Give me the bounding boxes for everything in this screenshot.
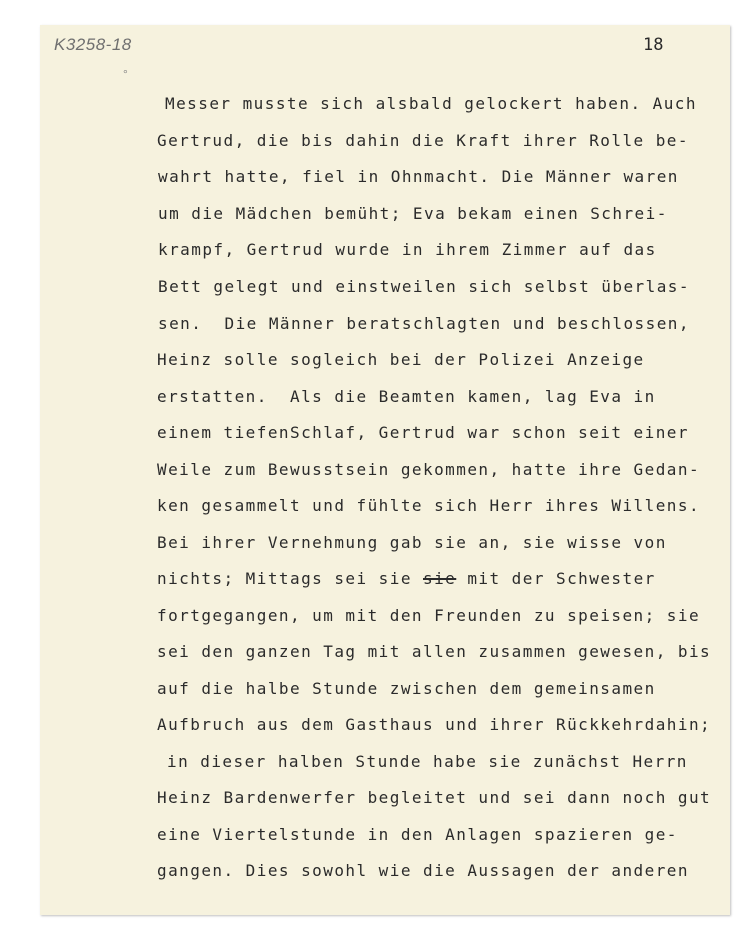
- text-line-with-strikethrough: [157, 570, 656, 588]
- text-line: eine Viertelstunde in den Anlagen spazieren ge-: [157, 825, 678, 844]
- text-line: Gertrud, die bis dahin die Kraft ihrer Rolle be-: [157, 131, 689, 150]
- text-line: Aufbruch aus dem Gasthaus und ihrer Rückkehrdahin;: [157, 715, 712, 734]
- text-line: um die Mädchen bemüht; Eva bekam einen Schrei-: [158, 204, 668, 223]
- typewritten-page: [40, 25, 730, 915]
- text-line: erstatten. Als die Beamten kamen, lag Eva in: [157, 387, 656, 406]
- text-line: Bett gelegt und einstweilen sich selbst überlas-: [158, 277, 690, 296]
- page-number: 18: [643, 35, 664, 55]
- text-line: ken gesammelt und fühlte sich Herr ihres Willens.: [157, 496, 701, 515]
- text-line: Weile zum Bewusstsein gekommen, hatte ihre Gedan-: [157, 460, 701, 479]
- text-line: krampf, Gertrud wurde in ihrem Zimmer auf das: [158, 240, 657, 259]
- body-text: [40, 25, 730, 915]
- text-line: einem tiefenSchlaf, Gertrud war schon seit einer: [157, 423, 689, 442]
- struck-word-line: nichts; Mittags sei sie sie mit der Schwester: [157, 569, 656, 588]
- archive-id: K3258-18: [54, 35, 132, 54]
- text-line: auf die halbe Stunde zwischen dem gemeinsamen: [157, 679, 656, 698]
- text-line: Heinz solle sogleich bei der Polizei Anzeige: [157, 350, 645, 369]
- text-line: Bei ihrer Vernehmung gab sie an, sie wisse von: [157, 533, 667, 552]
- text-line: fortgegangen, um mit den Freunden zu speisen; sie: [157, 606, 701, 625]
- text-line: in dieser halben Stunde habe sie zunächst Herrn: [167, 752, 688, 771]
- text-line: Messer musste sich alsbald gelockert haben. Auch: [165, 94, 697, 113]
- margin-mark: °: [123, 67, 128, 81]
- text-line: gangen. Dies sowohl wie die Aussagen der anderen: [157, 861, 689, 880]
- text-line: sei den ganzen Tag mit allen zusammen gewesen, bis: [157, 642, 712, 661]
- text-line: Heinz Bardenwerfer begleitet und sei dann noch gut: [157, 788, 712, 807]
- text-line: sen. Die Männer beratschlagten und beschlossen,: [158, 314, 690, 333]
- text-line: wahrt hatte, fiel in Ohnmacht. Die Männer waren: [158, 167, 679, 186]
